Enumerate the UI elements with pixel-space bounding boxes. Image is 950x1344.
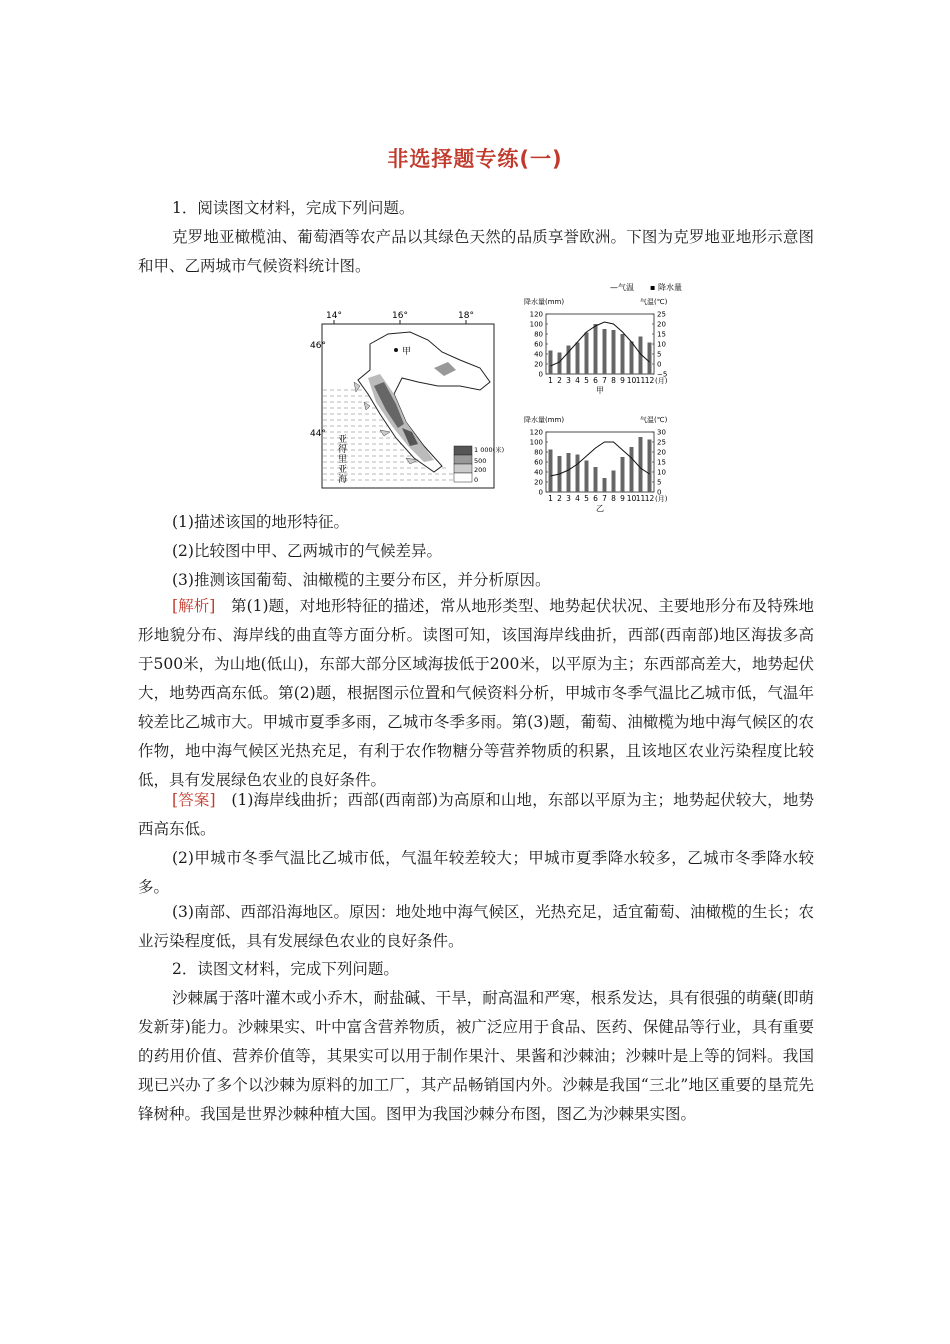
x-tick-label: 8 [611,376,616,385]
x-tick-label: 9 [620,376,625,385]
precip-bar [630,447,634,492]
plot-frame [546,432,654,492]
analysis-tag: [解析] [172,597,216,615]
y-tick-right: 5 [657,350,662,359]
lat-label: 46° [310,341,326,351]
svg-text:1 000(米): 1 000(米) [474,446,505,454]
y-tick-left: 100 [529,320,543,329]
sea-label: 里 [338,455,348,465]
y-tick-right: 10 [657,468,666,477]
x-tick-label: 12 [644,376,655,385]
precip-bar [567,453,571,492]
lon-label: 18° [458,311,474,321]
x-tick-label: 7 [602,494,607,503]
x-tick-label: 1 [548,494,553,503]
x-tick-label: 10 [626,376,637,385]
precip-bar [576,343,580,375]
croatia-terrain-map [310,311,504,488]
lon-label: 16° [392,311,408,321]
q1-answer2: (2)甲城市冬季气温比乙城市低，气温年较差较大；甲城市夏季降水较多，乙城市冬季降水较多。 [138,849,814,896]
q1-sub2: (2)比较图中甲、乙两城市的气候差异。 [172,542,442,560]
precip-bar [603,478,607,492]
q1-answer1 [138,786,814,844]
y-tick-left: 40 [534,468,543,477]
precip-bar [612,471,616,493]
precip-bar [603,329,607,374]
q2-material: 沙棘属于落叶灌木或小乔木，耐盐碱、干旱，耐高温和严寒，根系发达，具有很强的萌蘖(即萌发新芽)能力。沙棘果实、叶中富含营养物质，被广泛应用于食品、医药、保健品等行业，具有重要的药用价值、营养价值等，其果实可以用于制作果汁、果酱和沙棘油；沙棘叶是上等的饲料。我国现已兴办了多个以沙棘为原料的加工厂，其产品畅销国内外。沙棘是我国“三北”地区重要的垦荒先锋树种。我国是世界沙棘种植大国。图甲为我国沙棘分布图，图乙为沙棘果实图。 [138,989,814,1123]
y-tick-right: 20 [657,448,666,457]
city-jia-label: 甲 [402,347,412,357]
precip-bar [612,330,616,374]
x-tick-label: 2 [557,494,562,503]
y-tick-left: 120 [529,310,543,319]
x-tick-label: 9 [620,494,625,503]
x-tick-label: 1 [548,376,553,385]
x-tick-label: 7 [602,376,607,385]
precip-bar [549,351,553,375]
precip-bar [594,324,598,374]
y-tick-left: 80 [534,448,543,457]
ylabel-right: 气温(℃) [640,298,668,306]
ylabel-left: 降水量(mm) [524,298,565,306]
precip-bar [585,461,589,493]
x-tick-label: 4 [575,376,580,385]
lon-label: 14° [326,311,342,321]
answer-tag: [答案] [172,791,216,809]
y-tick-left: 60 [534,340,543,349]
x-tick-label: 3 [566,376,571,385]
y-tick-left: 20 [534,478,543,487]
y-tick-right: 5 [657,478,662,487]
y-tick-left: 60 [534,458,543,467]
city-jia-marker [394,348,398,352]
q1-sub1: (1)描述该国的地形特征。 [172,513,349,531]
precip-bar [621,457,625,492]
x-unit: (月) [655,495,668,503]
x-tick-label: 8 [611,494,616,503]
y-tick-right: 0 [657,488,662,497]
x-tick-label: 12 [644,494,655,503]
q1-answer3: (3)南部、西部沿海地区。原因：地处地中海气候区，光热充足，适宜葡萄、油橄榄的生长；农业污染程度低，具有发展绿色农业的良好条件。 [138,903,814,950]
precip-bar [621,334,625,374]
q2-intro: 2．读图文材料，完成下列问题。 [172,960,399,978]
y-tick-right: 20 [657,320,666,329]
x-tick-label: 11 [635,376,646,385]
y-tick-right: 25 [657,310,666,319]
ylabel-left: 降水量(mm) [524,416,565,424]
precip-bar [558,353,562,375]
y-tick-left: 40 [534,350,543,359]
x-tick-label: 4 [575,494,580,503]
x-unit: (月) [655,377,668,385]
q1-sub3: (3)推测该国葡萄、油橄榄的主要分布区，并分析原因。 [172,571,551,589]
x-tick-label: 3 [566,494,571,503]
chart-title: 乙 [596,504,604,513]
svg-text:0: 0 [474,476,479,484]
x-tick-label: 5 [584,376,589,385]
page-title: 非选择题专练(一) [387,147,563,171]
sea-label: 得 [338,445,348,455]
chart-legend-temp: —气温 [610,283,634,292]
chart-legend-precip: ▪ 降水量 [650,283,682,292]
x-tick-label: 6 [593,376,598,385]
precip-bar [630,342,634,375]
y-tick-left: 100 [529,438,543,447]
precip-bar [576,455,580,493]
y-tick-right: 0 [657,360,662,369]
y-tick-right: 25 [657,438,666,447]
precip-bar [594,467,598,492]
chart-title: 甲 [596,386,604,395]
precip-bar [585,333,589,375]
y-tick-right: −5 [657,370,668,379]
q1-material: 克罗地亚橄榄油、葡萄酒等农产品以其绿色天然的品质享誉欧洲。下图为克罗地亚地形示意图和甲、乙两城市气候资料统计图。 [138,228,814,275]
q1-analysis [138,592,814,795]
y-tick-right: 15 [657,458,666,467]
climate-chart-jia [524,297,668,395]
sea-label: 海 [338,475,348,485]
precip-bar [549,450,553,493]
x-tick-label: 2 [557,376,562,385]
sea-label: 亚 [338,465,348,475]
lat-label: 44° [310,429,326,439]
y-tick-left: 80 [534,330,543,339]
svg-text:200: 200 [474,466,487,474]
climate-chart-yi [524,415,668,513]
precip-bar [639,437,643,492]
q1-figure [310,282,690,513]
svg-text:500: 500 [474,457,487,465]
y-tick-left: 0 [538,370,543,379]
y-tick-left: 0 [538,488,543,497]
analysis-text: 第(1)题，对地形特征的描述，常从地形类型、地势起伏状况、主要地形分布及特殊地形地貌分布、海岸线的曲直等方面分析。读图可知，该国海岸线曲折，西部(西南部)地区海拔多高于500米，为山地(低山)，东部大部分区域海拔低于200米，以平原为主；东西部高差大，地势起伏大，地势西高东低。第(2)题，根据图示位置和气候资料分析，甲城市冬季气温比乙城市低，气温年较差比乙城市大。甲城市夏季多雨，乙城市冬季多雨。第(3)题，葡萄、油橄榄为地中海气候区的农作物，地中海气候区光热充足，有利于农作物糖分等营养物质的积累，且该地区农业污染程度比较低，具有发展绿色农业的良好条件。 [138,597,814,789]
sea-label: 亚 [338,435,348,445]
y-tick-left: 120 [529,428,543,437]
plot-frame [546,314,654,374]
q1-intro: 1．阅读图文材料，完成下列问题。 [172,199,415,217]
y-tick-right: 10 [657,340,666,349]
x-tick-label: 6 [593,494,598,503]
answer1-text: (1)海岸线曲折；西部(西南部)为高原和山地，东部以平原为主；地势起伏较大，地势西高东低。 [138,791,814,838]
precip-bar [648,343,652,375]
precip-bar [648,440,652,493]
x-tick-label: 5 [584,494,589,503]
x-tick-label: 10 [626,494,637,503]
y-tick-right: 30 [657,428,666,437]
ylabel-right: 气温(℃) [640,416,668,424]
y-tick-right: 15 [657,330,666,339]
x-tick-label: 11 [635,494,646,503]
y-tick-left: 20 [534,360,543,369]
